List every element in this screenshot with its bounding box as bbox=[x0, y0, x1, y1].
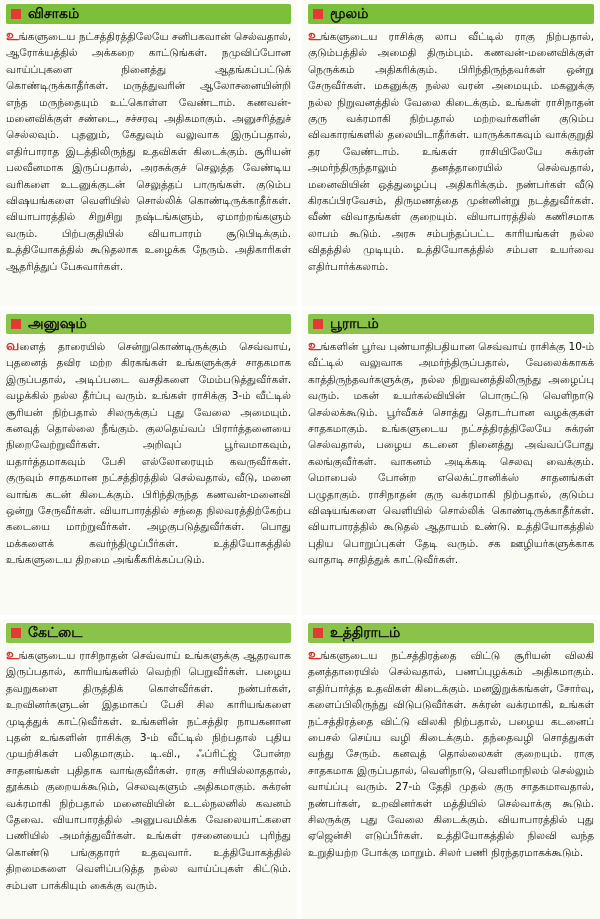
card-uthiradam bbox=[302, 619, 600, 919]
card-body-text: ங்களுடைய ராசிக்கு லாப வீட்டில் ராகு நிற்பதால், குடும்பத்தில் அமைதி திரும்பும். கணவன்-மனைவிக்குள் நெருக்கம் அதிகரிக்கும். பிரிந்திருந்தவர்கள் ஒன்று சேருவீர்கள். மகனுக்கு நல்ல வரன் அமையும். மகனுக்கு நல்ல நிறுவனத்தில் வேலை கிடைக்கும். உங்கள் ராசிநாதன் குரு வக்ரமாகி நிற்பதால் மற்றவர்களின் குடும்ப விவகாரங்களில் தலையிடாதீர்கள். யாருக்காகவும் வாக்குறுதி தர வேண்டாம். உங்கள் ராசியிலேயே சுக்ரன் அமர்ந்திருந்தாலும் தனத்தாரையில் செல்வதால், மனைவியின் ஒத்துழைப்பு அதிகரிக்கும். நண்பர்கள் வீடு கிரகப்பிரவேசம், திருமணத்தை முன்னின்று நடத்துவீர்கள். வீண் விவாதங்கள் குறையும். வியாபாரத்தில் கணிசமாக லாபம் கூடும். அரசு சம்பந்தப்பட்ட காரியங்கள் நல்ல விதத்தில் முடியும். உத்தியோகத்தில் சம்பள உயர்வை எதிர்பார்க்கலாம். bbox=[308, 31, 594, 273]
card-header bbox=[6, 314, 291, 334]
lead-letter: வ bbox=[6, 338, 20, 354]
card-header bbox=[308, 314, 594, 334]
card-title: உத்திராடம் bbox=[330, 625, 401, 641]
square-bullet-icon bbox=[11, 9, 21, 19]
card-text bbox=[6, 647, 291, 894]
card-header bbox=[6, 623, 291, 643]
card-anusham bbox=[0, 310, 297, 615]
card-text bbox=[308, 647, 594, 861]
card-body-text: ங்களுடைய ராசிநாதன் செவ்வாய் உங்களுக்கு ஆதரவாக இருப்பதால், காரியங்களில் வெற்றி பெறுவீர்கள். பழைய தவறுகளை திருத்திக் கொள்வீர்கள். நண்பர்கள், உறவினர்களுடன் இதமாகப் பேசி சில காரியங்களை முடித்துக் காட்டுவீர்கள். உங்களின் நட்சத்திர நாயகனான புதன் உங்களின் ராசிக்கு 3-ம் வீட்டில் நிற்பதால் புதிய முயற்சிகள் பலிதமாகும். டி.வி., ஃப்ரிட்ஜ் போன்ற சாதனங்கள் புதிதாக வாங்குவீர்கள். ராகு சரியில்லாததால், தூக்கம் குறையக்கூடும், செலவுகளும் அதிகமாகும். சுக்ரன் வக்ரமாகி நிற்பதால் மனைவியின் உடல்நலனில் கவனம் தேவை. வியாபாரத்தில் அனுபவமிக்க வேலையாட்களை பணியில் அமர்த்துவீர்கள். உங்கள் ரசனையைப் புரிந்து கொண்டு பங்குதாரர் உதவுவார். உத்தியோகத்தில் திறமைகளை வெளிப்படுத்த நல்ல வாய்ப்புகள் கிட்டும். சம்பள பாக்கியும் கைக்கு வரும். bbox=[6, 650, 291, 892]
lead-letter: உ bbox=[6, 647, 19, 663]
card-title: அனுஷம் bbox=[28, 316, 87, 332]
card-moolam bbox=[302, 0, 600, 306]
card-header bbox=[308, 4, 594, 24]
card-title: பூராடம் bbox=[330, 316, 379, 332]
square-bullet-icon bbox=[11, 319, 21, 329]
card-title: விசாகம் bbox=[28, 6, 80, 22]
card-visakam bbox=[0, 0, 297, 306]
card-kettai bbox=[0, 619, 297, 919]
square-bullet-icon bbox=[313, 9, 323, 19]
card-body-text: ங்களின் பூர்வ புண்யாதிபதியான செவ்வாய் ராசிக்கு 10-ம் வீட்டில் வலுவாக அமர்ந்திருப்பதால், வேலைக்காகக் காத்திருந்தவர்களுக்கு, நல்ல நிறுவனத்திலிருந்து அழைப்பு வரும். மகன் உயர்கல்வியின் பொருட்டு வெளிநாடு செல்லக்கூடும். பூர்வீகச் சொத்து தொடர்பான வழக்குகள் சாதகமாகும். உங்களுடைய நட்சத்திரத்திலேயே சுக்ரன் செல்வதால், பழைய கடனை நினைத்து அவ்வப்போது கலங்குவீர்கள். வாகனம் அடிக்கடி செலவு வைக்கும். மொபைல் போன்ற எலெக்ட்ரானிக்ஸ் சாதனங்கள் பழுதாகும். ராசிநாதன் குரு வக்ரமாகி நிற்பதால், குடும்ப விஷயங்களை வெளியில் சொல்லிக் கொண்டிருக்காதீர்கள். வியாபாரத்தில் கூடுதல் ஆதாயம் உண்டு. உத்தியோகத்தில் புதிய பொறுப்புகள் தேடி வரும். சக ஊழியர்களுக்காக வாதாடி சாதித்துக் காட்டுவீர்கள். bbox=[308, 341, 594, 567]
card-text bbox=[6, 28, 291, 275]
card-header bbox=[6, 4, 291, 24]
card-title: கேட்டை bbox=[28, 625, 83, 641]
card-body-text: ளைத் தாரையில் சென்றுகொண்டிருக்கும் செவ்வாய், புதனைத் தவிர மற்ற கிரகங்கள் உங்களுக்குச் சாதகமாக இருப்பதால், அடிப்படை வசதிகளை மேம்படுத்துவீர்கள். வழக்கில் நல்ல தீர்ப்பு வரும். உங்கள் ராசிக்கு 3-ம் வீட்டில் சூரியன் நிற்பதால் சிலருக்குப் புது வேலை அமையும். கனவுத் தொல்லை நீங்கும். குலதெய்வப் பிரார்த்தனையை நிறைவேற்றுவீர்கள். அறிவுப் பூர்வமாகவும், யதார்த்தமாகவும் பேசி எல்லோரையும் கவருவீர்கள். குருவும் சாதகமான நட்சத்திரத்தில் செல்வதால், வீடு, மனை வாங்க கடன் கிடைக்கும். பிரிந்திருந்த கணவன்-மனைவி ஒன்று சேருவீர்கள். வியாபாரத்தில் சந்தை நிலவரத்திற்கேற்ப கடையை மாற்றுவீர்கள். அழகுபடுத்துவீர்கள். பொது மக்களைக் கவர்ந்திழுப்பீர்கள். உத்தியோகத்தில் உங்களுடைய திறமை அங்கீகரிக்கப்படும். bbox=[6, 341, 291, 567]
square-bullet-icon bbox=[313, 628, 323, 638]
card-title: மூலம் bbox=[330, 6, 369, 22]
card-text bbox=[6, 338, 291, 569]
card-pooradam bbox=[302, 310, 600, 615]
square-bullet-icon bbox=[313, 319, 323, 329]
card-text bbox=[308, 28, 594, 275]
lead-letter: உ bbox=[308, 647, 321, 663]
lead-letter: உ bbox=[308, 28, 321, 44]
square-bullet-icon bbox=[11, 628, 21, 638]
card-body-text: ங்களுடைய நட்சத்திரத்தை விட்டு சூரியன் விலகி தனத்தாரையில் செல்வதால், பணப்புழக்கம் அதிகமாகும். எதிர்பார்த்த உதவிகள் கிடைக்கும். மனஇறுக்கங்கள், சோர்வு, களைப்பிலிருந்து விடுபடுவீர்கள். சுக்ரன் வக்ரமாகி, உங்கள் நட்சத்திரத்தை விட்டு விலகி நிற்பதால், பழைய கடனைப் பைசல் செய்ய வழி கிடைக்கும். தந்தைவழி சொத்துகள் வந்து சேரும். கனவுத் தொல்லைகள் குறையும். ராகு சாதகமாக இருப்பதால், வெளிநாடு, வெளிமாநிலம் செல்லும் வாய்ப்பு வரும். 27-ம் தேதி முதல் குரு சாதகமாவதால், நண்பர்கள், உறவினர்கள் மத்தியில் செல்வாக்கு கூடும். சிலருக்கு புது வேலை கிடைக்கும். வியாபாரத்தில் புது ஏஜென்சி எடுப்பீர்கள். உத்தியோகத்தில் நிலவி வந்த உறுதியற்ற போக்கு மாறும். சிலர் பணி நிரந்தரமாகக்கூடும். bbox=[308, 650, 594, 859]
column-separator bbox=[298, 0, 301, 919]
card-body-text: ங்களுடைய நட்சத்திரத்திலேயே சனிபகவான் செல்வதால், ஆரோக்யத்தில் அக்கறை காட்டுங்கள். நமுவிப்போன வாய்ப்புகளை நினைத்து ஆதங்கப்பட்டுக் கொண்டிருக்காதீர்கள். மருத்துவரின் ஆலோசனையின்றி எந்த மருந்தையும் உட்கொள்ள வேண்டாம். கணவன்-மனைவிக்குள் சண்டை, சச்சரவு அதிகமாகும். அனுசரித்துச் செல்லவும். புதனும், கேதுவும் வலுவாக இருப்பதால், எதிர்பாராத இடத்திலிருந்து உதவிகள் கிடைக்கும். சூரியன் பலவீனமாக இருப்பதால், அரசுக்குச் செலுத்த வேண்டிய வரிகளை உடனுக்குடன் செலுத்தப் பாருங்கள். குடும்ப விஷயங்களை வெளியில் சொல்லிக் கொண்டிருக்காதீர்கள். வியாபாரத்தில் சிறுசிறு நஷ்டங்களும், ஏமாற்றங்களும் வரும். பிற்பகுதியில் வியாபாரம் சூடுபிடிக்கும். உத்தியோகத்தில் கூடுதலாக உழைக்க நேரும். அதிகாரிகள் ஆதரித்துப் பேசுவார்கள். bbox=[6, 31, 291, 273]
lead-letter: உ bbox=[308, 338, 321, 354]
card-header bbox=[308, 623, 594, 643]
lead-letter: உ bbox=[6, 28, 19, 44]
card-text bbox=[308, 338, 594, 569]
